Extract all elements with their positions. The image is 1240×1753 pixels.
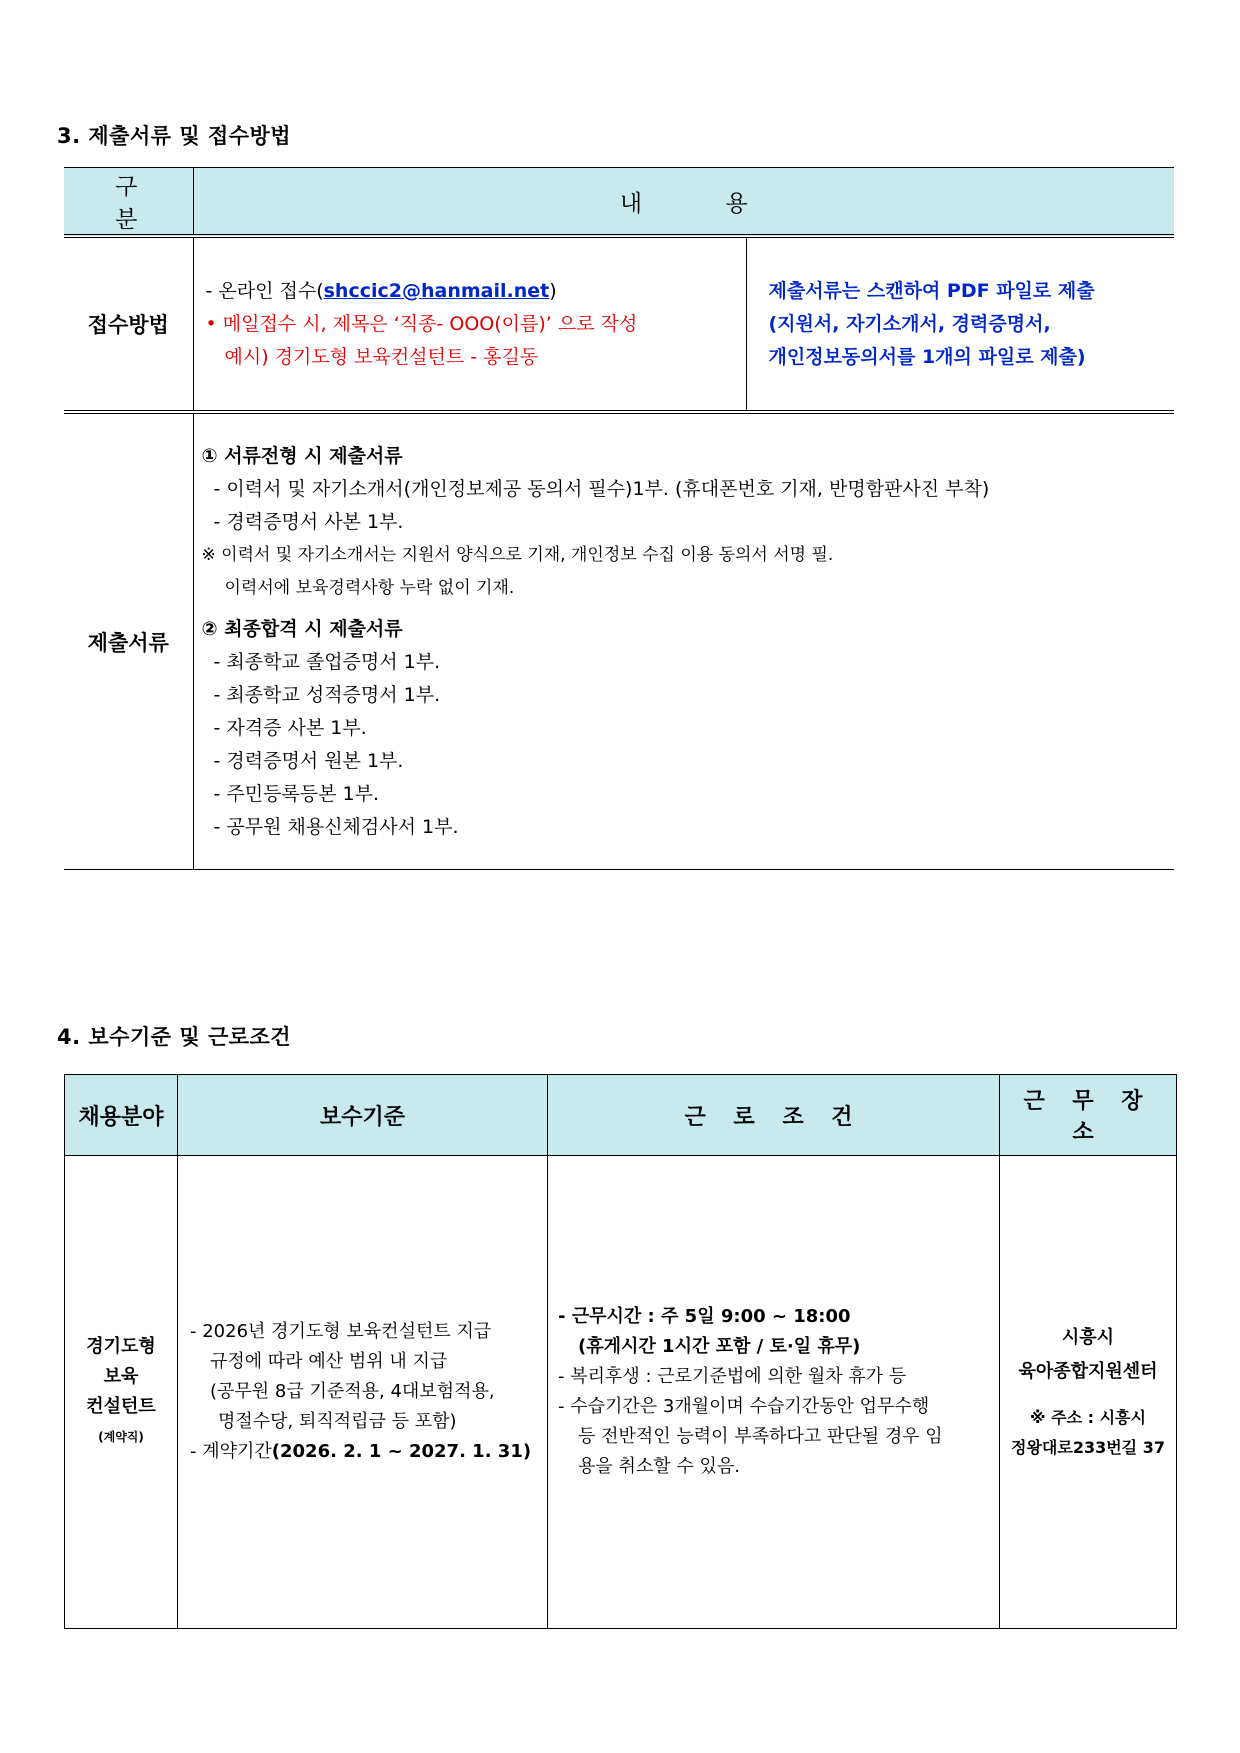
conditions-table	[64, 1074, 1177, 1629]
recruitment-field: 경기도형 보육 컨설턴트 (계약직)	[86, 1336, 156, 1444]
header-pay: 보수기준	[178, 1075, 548, 1156]
list-item: - 공무원 채용신체검사서 1부.	[213, 815, 459, 838]
documents-label: 제출서류	[64, 412, 193, 870]
section-4-title: 4. 보수기준 및 근로조건	[57, 1025, 292, 1049]
conditions-table-header	[65, 1075, 1177, 1156]
submission-table	[64, 167, 1174, 870]
work-place: 시흥시 육아종합지원센터 ※ 주소 : 시흥시 정왕대로233번길 37	[1000, 1321, 1176, 1463]
header-conditions: 근 로 조 건	[548, 1075, 1000, 1156]
stage1-title: ① 서류전형 시 제출서류	[201, 444, 403, 467]
email-link[interactable]: shccic2@hanmail.net	[323, 279, 550, 302]
mail-subject-example: 예시) 경기도형 보육컨설턴트 - 홍길동	[224, 345, 539, 368]
header-category: 구 분	[64, 168, 193, 237]
list-item: - 주민등록등본 1부.	[213, 782, 380, 805]
list-item: - 경력증명서 원본 1부.	[213, 749, 404, 772]
list-item: - 최종학교 졸업증명서 1부.	[213, 650, 441, 673]
mail-subject-note: • 메일접수 시, 제목은 ‘직종- OOO(이름)’ 으로 작성	[205, 312, 638, 335]
documents-note-cont: 이력서에 보육경력사항 누락 없이 기재.	[224, 577, 515, 598]
header-field: 채용분야	[65, 1075, 178, 1156]
pdf-submission-note: 제출서류는 스캔하여 PDF 파일로 제출 (지원서, 자기소개서, 경력증명서, 개인정보동의서를 1개의 파일로 제출)	[768, 279, 1095, 368]
list-item: - 경력증명서 사본 1부.	[213, 510, 404, 533]
header-content: 내 용	[193, 168, 1174, 237]
list-item: - 이력서 및 자기소개서(개인정보제공 동의서 필수)1부. (휴대폰번호 기재, 반명함판사진 부착)	[213, 477, 990, 500]
documents-row	[64, 412, 1174, 870]
list-item: - 자격증 사본 1부.	[213, 716, 367, 739]
work-address: ※ 주소 : 시흥시 정왕대로233번길 37	[1011, 1408, 1165, 1457]
stage2-title: ② 최종합격 시 제출서류	[201, 617, 403, 640]
section-3-title: 3. 제출서류 및 접수방법	[57, 124, 292, 148]
pay-standard: - 2026년 경기도형 보육컨설턴트 지급 규정에 따라 예산 범위 내 지급 (공무원 8급 기준적용, 4대보험적용, 명절수당, 퇴직적립금 등 포함) - 계약기간(2026. 2. 1 ~ 2027. 1. 31)	[190, 1321, 532, 1462]
reception-row	[64, 236, 1174, 412]
reception-label: 접수방법	[64, 236, 193, 412]
list-item: - 최종학교 성적증명서 1부.	[213, 683, 441, 706]
documents-note: ※ 이력서 및 자기소개서는 지원서 양식으로 기재, 개인정보 수집 이용 동의서 서명 필.	[201, 544, 834, 565]
documents-list	[194, 440, 1175, 844]
header-place: 근 무 장 소	[1000, 1075, 1177, 1156]
conditions-row	[65, 1156, 1177, 1629]
reception-details: - 온라인 접수(shccic2@hanmail.net) • 메일접수 시, 제목은 ‘직종- OOO(이름)’ 으로 작성 예시) 경기도형 보육컨설턴트 - 홍길동	[194, 275, 746, 374]
working-conditions: - 근무시간 : 주 5일 9:00 ~ 18:00 (휴게시간 1시간 포함 / 토·일 휴무) - 복리후생 : 근로기준법에 의한 월차 휴가 등 - 수습기간은 3개월이며 수습기간동안 업무수행 등 전반적인 능력이 부족하다고 판단될 경우 임 용을 취소할 수 있음.	[558, 1306, 943, 1477]
submission-table-header	[64, 168, 1174, 237]
